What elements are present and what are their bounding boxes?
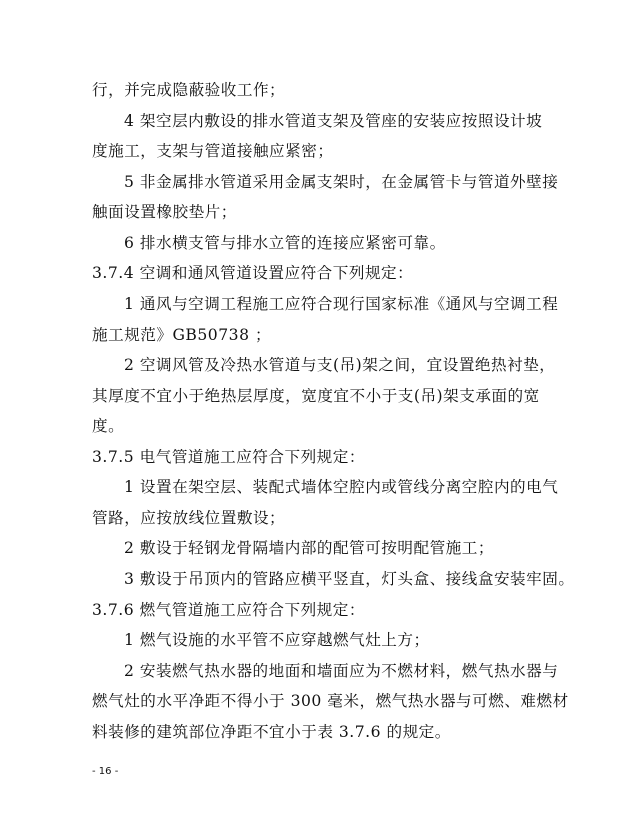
paragraph-line: 行，并完成隐蔽验收工作； xyxy=(92,81,286,99)
paragraph-line: 1 通风与空调工程施工应符合现行国家标准《通风与空调工程 xyxy=(124,295,559,313)
paragraph-line: 料装修的建筑部位净距不宜小于表 3.7.6 的规定。 xyxy=(92,723,451,741)
paragraph-line: 4 架空层内敷设的排水管道支架及管座的安装应按照设计坡 xyxy=(124,112,543,130)
paragraph-line: 2 空调风管及冷热水管道与支(吊)架之间，宜设置绝热衬垫， xyxy=(124,356,556,374)
paragraph-line: 度施工，支架与管道接触应紧密； xyxy=(92,142,334,160)
paragraph-line: 5 非金属排水管道采用金属支架时，在金属管卡与管道外壁接 xyxy=(124,173,559,191)
paragraph-line: 1 燃气设施的水平管不应穿越燃气灶上方； xyxy=(124,631,430,649)
section-heading-3-7-4: 3.7.4 空调和通风管道设置应符合下列规定： xyxy=(92,264,414,282)
page-number: - 16 - xyxy=(92,766,119,777)
paragraph-line: 触面设置橡胶垫片； xyxy=(92,203,237,221)
paragraph-line: 2 敷设于轻钢龙骨隔墙内部的配管可按明配管施工； xyxy=(124,539,494,557)
paragraph-line: 施工规范》GB50738 ； xyxy=(92,326,272,344)
paragraph-line: 6 排水横支管与排水立管的连接应紧密可靠。 xyxy=(124,234,446,252)
paragraph-line: 度。 xyxy=(92,417,125,435)
paragraph-line: 2 安装燃气热水器的地面和墙面应为不燃材料，燃气热水器与 xyxy=(124,662,559,680)
paragraph-line: 燃气灶的水平净距不得小于 300 毫米，燃气热水器与可燃、难燃材 xyxy=(92,692,569,710)
paragraph-line: 1 设置在架空层、装配式墙体空腔内或管线分离空腔内的电气 xyxy=(124,478,559,496)
paragraph-line: 3 敷设于吊顶内的管路应横平竖直，灯头盒、接线盒安装牢固。 xyxy=(124,570,575,588)
section-heading-3-7-5: 3.7.5 电气管道施工应符合下列规定： xyxy=(92,448,365,466)
paragraph-line: 其厚度不宜小于绝热层厚度，宽度宜不小于支(吊)架支承面的宽 xyxy=(92,387,540,405)
paragraph-line: 管路，应按放线位置敷设； xyxy=(92,509,286,527)
section-heading-3-7-6: 3.7.6 燃气管道施工应符合下列规定： xyxy=(92,601,365,619)
